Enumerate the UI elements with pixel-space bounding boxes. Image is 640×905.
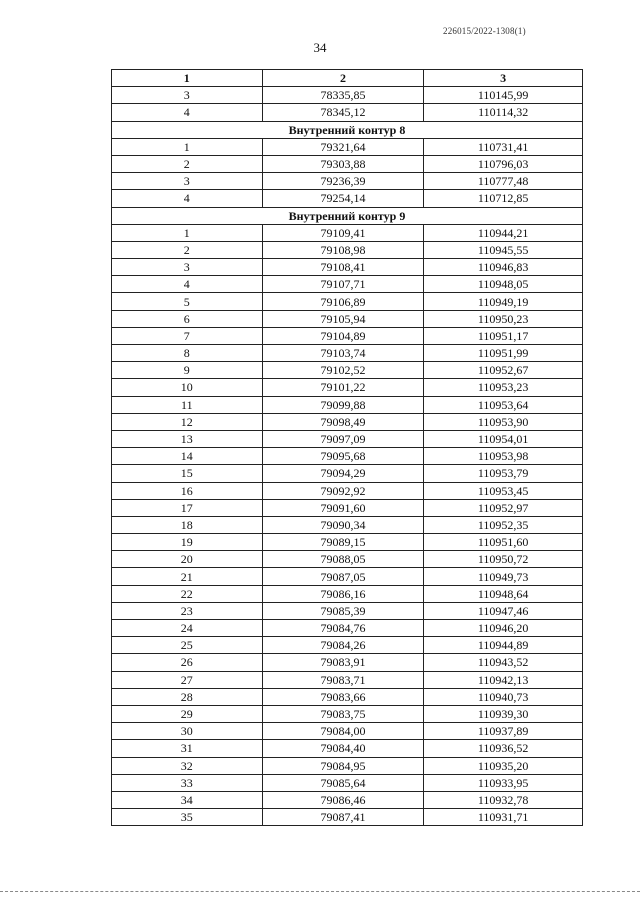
x-coordinate-cell: 79102,52 — [262, 362, 424, 379]
table-row — [112, 465, 583, 482]
table-row — [112, 482, 583, 499]
x-coordinate-cell: 79097,09 — [262, 430, 424, 447]
table-row — [112, 224, 583, 241]
table-row — [112, 671, 583, 688]
table-row — [112, 620, 583, 637]
point-number-cell: 7 — [112, 327, 263, 344]
y-coordinate-cell: 110949,73 — [424, 568, 583, 585]
y-coordinate-cell: 110933,95 — [424, 774, 583, 791]
point-number-cell: 20 — [112, 551, 263, 568]
y-coordinate-cell: 110951,60 — [424, 534, 583, 551]
table-header-row — [112, 70, 583, 87]
y-coordinate-cell: 110946,20 — [424, 620, 583, 637]
point-number-cell: 4 — [112, 104, 263, 121]
point-number-cell: 32 — [112, 757, 263, 774]
point-number-cell: 12 — [112, 413, 263, 430]
point-number-cell: 19 — [112, 534, 263, 551]
x-coordinate-cell: 79087,41 — [262, 809, 424, 826]
x-coordinate-cell: 79084,00 — [262, 723, 424, 740]
y-coordinate-cell: 110796,03 — [424, 155, 583, 172]
table-row — [112, 688, 583, 705]
table-row — [112, 654, 583, 671]
point-number-cell: 14 — [112, 448, 263, 465]
y-coordinate-cell: 110953,90 — [424, 413, 583, 430]
x-coordinate-cell: 79105,94 — [262, 310, 424, 327]
section-title: Внутренний контур 9 — [112, 207, 583, 224]
y-coordinate-cell: 110952,97 — [424, 499, 583, 516]
y-coordinate-cell: 110944,21 — [424, 224, 583, 241]
x-coordinate-cell: 79236,39 — [262, 173, 424, 190]
x-coordinate-cell: 79084,76 — [262, 620, 424, 637]
x-coordinate-cell: 79094,29 — [262, 465, 424, 482]
y-coordinate-cell: 110949,19 — [424, 293, 583, 310]
y-coordinate-cell: 110952,67 — [424, 362, 583, 379]
point-number-cell: 35 — [112, 809, 263, 826]
table-row — [112, 155, 583, 172]
point-number-cell: 1 — [112, 138, 263, 155]
y-coordinate-cell: 110950,23 — [424, 310, 583, 327]
y-coordinate-cell: 110937,89 — [424, 723, 583, 740]
table-row — [112, 87, 583, 104]
point-number-cell: 30 — [112, 723, 263, 740]
point-number-cell: 2 — [112, 155, 263, 172]
table-row — [112, 345, 583, 362]
x-coordinate-cell: 79084,40 — [262, 740, 424, 757]
table-row — [112, 362, 583, 379]
table-row — [112, 740, 583, 757]
point-number-cell: 16 — [112, 482, 263, 499]
point-number-cell: 3 — [112, 173, 263, 190]
point-number-cell: 21 — [112, 568, 263, 585]
x-coordinate-cell: 79088,05 — [262, 551, 424, 568]
point-number-cell: 15 — [112, 465, 263, 482]
table-row — [112, 551, 583, 568]
x-coordinate-cell: 79099,88 — [262, 396, 424, 413]
y-coordinate-cell: 110948,05 — [424, 276, 583, 293]
point-number-cell: 23 — [112, 602, 263, 619]
point-number-cell: 28 — [112, 688, 263, 705]
table-row — [112, 276, 583, 293]
table-row — [112, 757, 583, 774]
x-coordinate-cell: 79104,89 — [262, 327, 424, 344]
table-row — [112, 430, 583, 447]
y-coordinate-cell: 110944,89 — [424, 637, 583, 654]
column-header: 2 — [262, 70, 424, 87]
y-coordinate-cell: 110953,79 — [424, 465, 583, 482]
x-coordinate-cell: 79101,22 — [262, 379, 424, 396]
point-number-cell: 9 — [112, 362, 263, 379]
table-row — [112, 173, 583, 190]
point-number-cell: 24 — [112, 620, 263, 637]
y-coordinate-cell: 110945,55 — [424, 241, 583, 258]
x-coordinate-cell: 79083,91 — [262, 654, 424, 671]
point-number-cell: 10 — [112, 379, 263, 396]
y-coordinate-cell: 110951,17 — [424, 327, 583, 344]
x-coordinate-cell: 79085,39 — [262, 602, 424, 619]
table-row — [112, 327, 583, 344]
point-number-cell: 33 — [112, 774, 263, 791]
x-coordinate-cell: 79089,15 — [262, 534, 424, 551]
point-number-cell: 3 — [112, 87, 263, 104]
point-number-cell: 3 — [112, 259, 263, 276]
y-coordinate-cell: 110954,01 — [424, 430, 583, 447]
y-coordinate-cell: 110946,83 — [424, 259, 583, 276]
point-number-cell: 11 — [112, 396, 263, 413]
page-number: 34 — [313, 40, 327, 55]
table-row — [112, 379, 583, 396]
table-row — [112, 413, 583, 430]
column-header: 3 — [424, 70, 583, 87]
table-row — [112, 293, 583, 310]
y-coordinate-cell: 110712,85 — [424, 190, 583, 207]
point-number-cell: 31 — [112, 740, 263, 757]
x-coordinate-cell: 79092,92 — [262, 482, 424, 499]
table-row — [112, 791, 583, 808]
table-body — [112, 87, 583, 826]
y-coordinate-cell: 110114,32 — [424, 104, 583, 121]
page-bottom-rule — [0, 891, 640, 892]
table-row — [112, 534, 583, 551]
y-coordinate-cell: 110951,99 — [424, 345, 583, 362]
column-header: 1 — [112, 70, 263, 87]
x-coordinate-cell: 79086,46 — [262, 791, 424, 808]
x-coordinate-cell: 79108,41 — [262, 259, 424, 276]
table-row — [112, 241, 583, 258]
table-row — [112, 499, 583, 516]
point-number-cell: 2 — [112, 241, 263, 258]
point-number-cell: 18 — [112, 516, 263, 533]
y-coordinate-cell: 110947,46 — [424, 602, 583, 619]
y-coordinate-cell: 110952,35 — [424, 516, 583, 533]
y-coordinate-cell: 110953,45 — [424, 482, 583, 499]
y-coordinate-cell: 110731,41 — [424, 138, 583, 155]
point-number-cell: 29 — [112, 705, 263, 722]
x-coordinate-cell: 79091,60 — [262, 499, 424, 516]
y-coordinate-cell: 110145,99 — [424, 87, 583, 104]
point-number-cell: 4 — [112, 276, 263, 293]
y-coordinate-cell: 110942,13 — [424, 671, 583, 688]
table-row — [112, 705, 583, 722]
y-coordinate-cell: 110931,71 — [424, 809, 583, 826]
table-row — [112, 602, 583, 619]
y-coordinate-cell: 110953,23 — [424, 379, 583, 396]
table-row — [112, 774, 583, 791]
y-coordinate-cell: 110943,52 — [424, 654, 583, 671]
point-number-cell: 4 — [112, 190, 263, 207]
table-row — [112, 585, 583, 602]
y-coordinate-cell: 110777,48 — [424, 173, 583, 190]
point-number-cell: 6 — [112, 310, 263, 327]
table-row — [112, 259, 583, 276]
x-coordinate-cell: 79090,34 — [262, 516, 424, 533]
x-coordinate-cell: 79087,05 — [262, 568, 424, 585]
x-coordinate-cell: 79321,64 — [262, 138, 424, 155]
table-row — [112, 104, 583, 121]
table-row — [112, 516, 583, 533]
point-number-cell: 13 — [112, 430, 263, 447]
table-row — [112, 138, 583, 155]
y-coordinate-cell: 110939,30 — [424, 705, 583, 722]
point-number-cell: 26 — [112, 654, 263, 671]
coordinates-table — [111, 69, 583, 826]
x-coordinate-cell: 79085,64 — [262, 774, 424, 791]
point-number-cell: 34 — [112, 791, 263, 808]
y-coordinate-cell: 110953,98 — [424, 448, 583, 465]
y-coordinate-cell: 110948,64 — [424, 585, 583, 602]
x-coordinate-cell: 79108,98 — [262, 241, 424, 258]
point-number-cell: 17 — [112, 499, 263, 516]
x-coordinate-cell: 79098,49 — [262, 413, 424, 430]
document-id: 226015/2022-1308(1) — [443, 26, 526, 36]
y-coordinate-cell: 110935,20 — [424, 757, 583, 774]
table-row — [112, 723, 583, 740]
table-row — [112, 396, 583, 413]
table-row — [112, 310, 583, 327]
section-heading-row — [112, 207, 583, 224]
x-coordinate-cell: 79083,71 — [262, 671, 424, 688]
x-coordinate-cell: 79303,88 — [262, 155, 424, 172]
y-coordinate-cell: 110953,64 — [424, 396, 583, 413]
x-coordinate-cell: 79086,16 — [262, 585, 424, 602]
x-coordinate-cell: 79095,68 — [262, 448, 424, 465]
point-number-cell: 27 — [112, 671, 263, 688]
y-coordinate-cell: 110940,73 — [424, 688, 583, 705]
x-coordinate-cell: 79109,41 — [262, 224, 424, 241]
x-coordinate-cell: 79083,75 — [262, 705, 424, 722]
x-coordinate-cell: 78335,85 — [262, 87, 424, 104]
point-number-cell: 22 — [112, 585, 263, 602]
y-coordinate-cell: 110950,72 — [424, 551, 583, 568]
x-coordinate-cell: 78345,12 — [262, 104, 424, 121]
x-coordinate-cell: 79103,74 — [262, 345, 424, 362]
point-number-cell: 25 — [112, 637, 263, 654]
table-row — [112, 448, 583, 465]
section-title: Внутренний контур 8 — [112, 121, 583, 138]
point-number-cell: 8 — [112, 345, 263, 362]
x-coordinate-cell: 79106,89 — [262, 293, 424, 310]
table-row — [112, 568, 583, 585]
x-coordinate-cell: 79254,14 — [262, 190, 424, 207]
section-heading-row — [112, 121, 583, 138]
y-coordinate-cell: 110932,78 — [424, 791, 583, 808]
x-coordinate-cell: 79084,95 — [262, 757, 424, 774]
x-coordinate-cell: 79084,26 — [262, 637, 424, 654]
y-coordinate-cell: 110936,52 — [424, 740, 583, 757]
x-coordinate-cell: 79107,71 — [262, 276, 424, 293]
table-row — [112, 190, 583, 207]
table-row — [112, 809, 583, 826]
table-row — [112, 637, 583, 654]
point-number-cell: 1 — [112, 224, 263, 241]
point-number-cell: 5 — [112, 293, 263, 310]
x-coordinate-cell: 79083,66 — [262, 688, 424, 705]
